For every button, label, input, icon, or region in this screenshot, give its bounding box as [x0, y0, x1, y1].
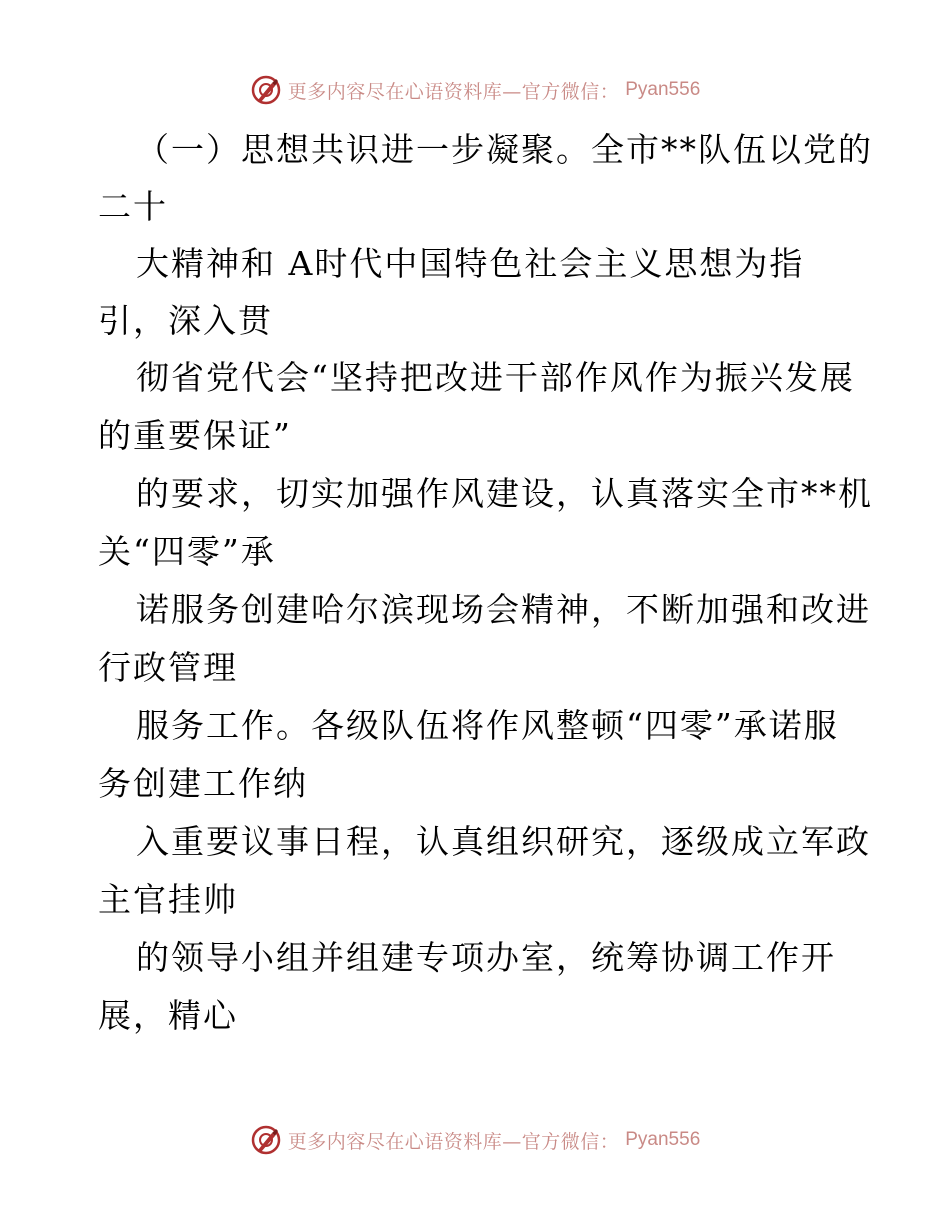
body-line: 务创建工作纳	[98, 764, 308, 803]
body-line: 的领导小组并组建专项办室，统筹协调工作开	[136, 938, 836, 977]
footer-banner	[0, 1122, 950, 1158]
header-wechat-id: Pyan556	[625, 79, 701, 100]
body-line: 彻省党代会“坚持把改进干部作风作为振兴发展	[136, 358, 855, 397]
header-banner	[0, 72, 950, 108]
body-line: 关“四零”承	[98, 532, 276, 571]
body-line: 行政管理	[98, 648, 238, 687]
body-line: 入重要议事日程，认真组织研究，逐级成立军政	[136, 822, 871, 861]
body-line: （一）思想共识进一步凝聚。全市**队伍以党的	[136, 130, 873, 169]
brand-logo-icon	[250, 74, 282, 106]
body-line: 的要求，切实加强作风建设，认真落实全市**机	[136, 474, 873, 513]
header-banner-text: 更多内容尽在心语资料库—官方微信：	[287, 80, 620, 103]
body-line: 引，深入贯	[98, 301, 273, 340]
footer-banner-text: 更多内容尽在心语资料库—官方微信：	[287, 1130, 620, 1153]
body-line: 的重要保证”	[98, 416, 292, 455]
body-line: 诺服务创建哈尔滨现场会精神，不断加强和改进	[136, 590, 871, 629]
footer-wechat-id: Pyan556	[625, 1129, 701, 1150]
body-line: 服务工作。各级队伍将作风整顿“四零”承诺服	[136, 706, 839, 745]
body-line: 大精神和 A时代中国特色社会主义思想为指	[136, 244, 805, 283]
body-line: 主官挂帅	[98, 880, 238, 919]
body-line: 展，精心	[98, 996, 238, 1035]
body-line: 二十	[98, 187, 168, 226]
brand-logo-icon	[250, 1124, 282, 1156]
